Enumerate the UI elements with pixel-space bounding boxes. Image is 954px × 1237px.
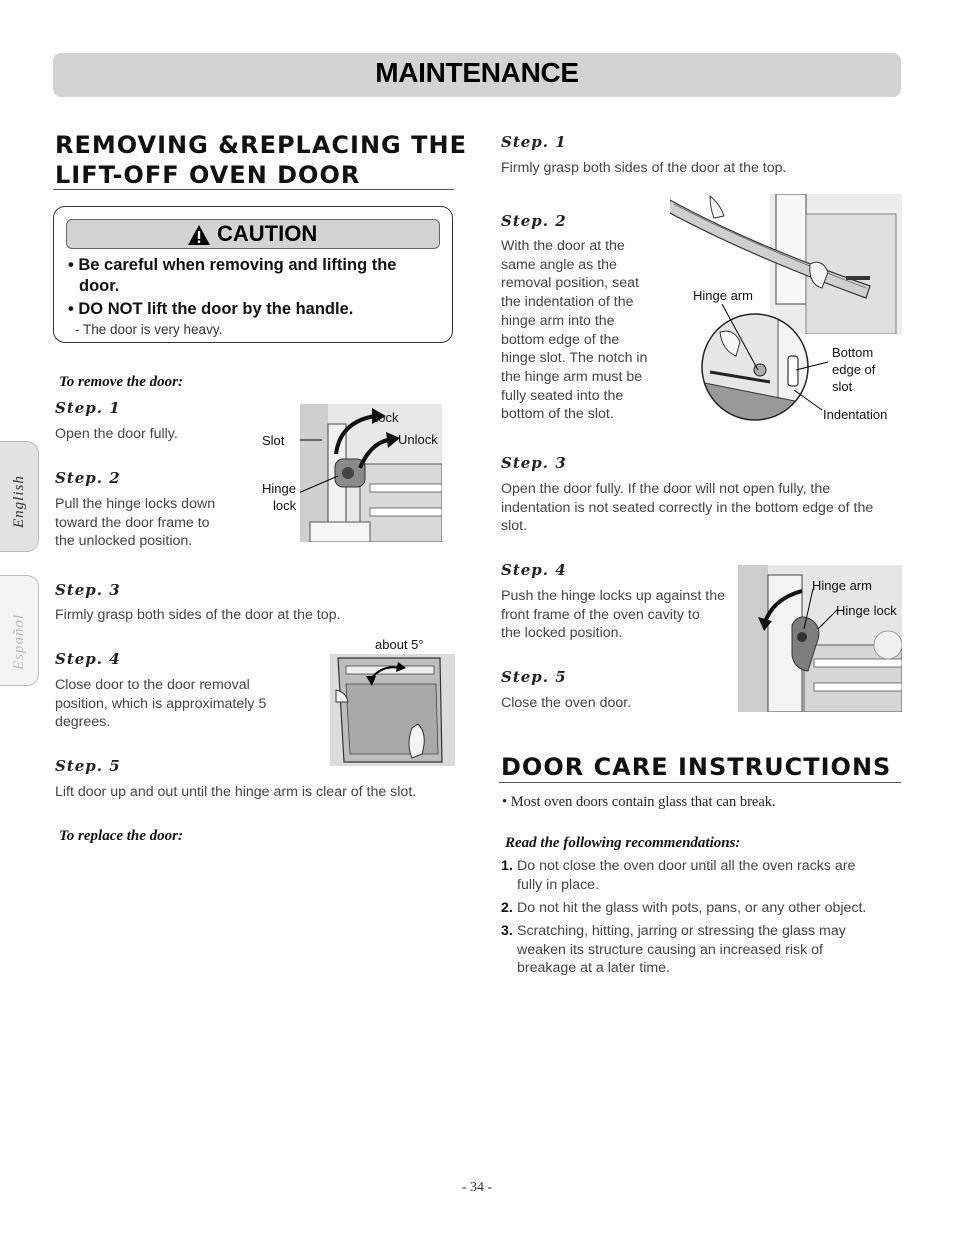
- fig3-bottom-label: Bottom: [832, 345, 874, 360]
- text-line: Lift door up and out until the hinge arm is clear of the slot.: [55, 784, 417, 800]
- text-line: Do not hit the glass with pots, pans, or any other object.: [517, 900, 867, 916]
- text-line: bottom of the slot.: [501, 406, 614, 423]
- care-item-number: 1.: [501, 858, 513, 874]
- fig3-edge-of-label: edge of: [832, 362, 876, 377]
- section-rule: [53, 189, 454, 190]
- fig1-hinge-label: Hinge: [262, 481, 296, 496]
- text-line: Pull the hinge locks down: [55, 496, 216, 512]
- text-line: hinge slot. The notch in: [501, 350, 648, 367]
- left-step-5-label: Step. 5: [55, 757, 121, 775]
- text-line: Firmly grasp both sides of the door at the top.: [501, 160, 787, 176]
- right-step-5-label: Step. 5: [501, 668, 567, 686]
- caution-bullet-1-line2: door.: [79, 277, 120, 295]
- text-line: Close the oven door.: [501, 695, 632, 711]
- text-line: fully in place.: [517, 876, 600, 893]
- text-line: Firmly grasp both sides of the door at the top.: [55, 607, 341, 623]
- section-title-line1: REMOVING &REPLACING THE: [55, 131, 467, 159]
- left-step-5-text: [55, 783, 416, 802]
- header-banner: [53, 53, 901, 97]
- caution-label: CAUTION: [217, 221, 318, 246]
- tab-espanol-label: Español: [11, 613, 27, 670]
- text-line: the locked position.: [501, 625, 623, 642]
- text-line: position, which is approximately 5: [55, 695, 267, 712]
- fig3-slot-label: slot: [832, 379, 853, 394]
- caution-bullet-2: • DO NOT lift the door by the handle.: [68, 300, 354, 318]
- text-line: removal position, seat: [501, 275, 640, 292]
- fig3-indentation-label: Indentation: [823, 407, 888, 422]
- text-line: slot.: [501, 518, 528, 535]
- door-care-rule: [499, 782, 901, 783]
- text-line: Push the hinge locks up against the: [501, 588, 726, 604]
- right-step-1-label: Step. 1: [501, 133, 567, 151]
- left-step-3-label: Step. 3: [55, 581, 121, 599]
- text-line: Scratching, hitting, jarring or stressing the glass may: [517, 923, 846, 939]
- fig1-slot-label: Slot: [262, 433, 285, 448]
- text-line: front frame of the oven cavity to: [501, 606, 700, 623]
- fig2-angle-label: about 5°: [375, 637, 424, 652]
- door-angle-illustration: [330, 654, 455, 766]
- fig1-lock-label: Lock: [371, 410, 399, 425]
- warning-triangle-icon: [187, 224, 211, 246]
- text-line: hinge arm into the: [501, 312, 615, 329]
- fig3-hinge-arm-label: Hinge arm: [693, 288, 753, 303]
- text-line: breakage at a later time.: [517, 960, 670, 977]
- text-line: same angle as the: [501, 256, 617, 273]
- page-title: MAINTENANCE: [375, 57, 579, 88]
- right-step-4-text: [501, 587, 725, 643]
- left-step-2-text: [55, 495, 215, 551]
- right-step-2-text: [501, 237, 647, 424]
- caution-bullet-1-line1: • Be careful when removing and lifting the: [68, 256, 397, 274]
- care-item-1: [501, 857, 856, 893]
- left-step-2-label: Step. 2: [55, 469, 121, 487]
- tab-english[interactable]: [0, 441, 39, 552]
- text-line: indentation is not seated correctly in the bottom edge of the: [501, 499, 874, 516]
- fig4-hinge-arm-label: Hinge arm: [812, 578, 872, 593]
- remove-door-heading: To remove the door:: [59, 374, 184, 390]
- read-recommendations-heading: Read the following recommendations:: [505, 835, 741, 851]
- right-step-4-label: Step. 4: [501, 561, 567, 579]
- page-number: - 34 -: [461, 1180, 493, 1195]
- text-line: the indentation of the: [501, 294, 634, 311]
- right-step-3-text: [501, 480, 873, 536]
- text-line: Close door to the door removal: [55, 677, 250, 693]
- text-line: the hinge arm must be: [501, 368, 643, 385]
- text-line: bottom edge of the: [501, 331, 620, 348]
- text-line: Open the door fully.: [55, 426, 178, 442]
- text-line: degrees.: [55, 714, 111, 731]
- text-line: toward the door frame to: [55, 514, 210, 531]
- left-step-1-label: Step. 1: [55, 399, 121, 417]
- right-step-3-label: Step. 3: [501, 454, 567, 472]
- fig4-hinge-lock-label: Hinge lock: [836, 603, 897, 618]
- care-item-number: 3.: [501, 923, 513, 939]
- care-item-3: [501, 922, 846, 977]
- care-item-2-text: [517, 899, 866, 918]
- replace-door-heading: To replace the door:: [59, 828, 184, 844]
- text-line: With the door at the: [501, 238, 625, 254]
- tab-espanol[interactable]: [0, 575, 39, 686]
- care-item-1-text: [517, 857, 855, 894]
- right-step-2-label: Step. 2: [501, 212, 567, 230]
- left-step-4-text: [55, 676, 266, 732]
- tab-english-label: English: [11, 475, 27, 528]
- right-step-1-text: [501, 159, 786, 178]
- fig1-lock2-label: lock: [273, 498, 297, 513]
- caution-note: - The door is very heavy.: [75, 322, 223, 337]
- care-item-2: [501, 899, 867, 918]
- care-item-3-text: [517, 922, 846, 978]
- text-line: weaken its structure causing an increased risk of: [517, 941, 823, 958]
- fig1-unlock-label: Unlock: [398, 432, 438, 447]
- left-step-4-label: Step. 4: [55, 650, 121, 668]
- text-line: the unlocked position.: [55, 533, 193, 550]
- door-care-title: DOOR CARE INSTRUCTIONS: [501, 753, 892, 781]
- section-title-line2: LIFT-OFF OVEN DOOR: [55, 161, 361, 189]
- text-line: fully seated into the: [501, 387, 624, 404]
- right-step-5-text: [501, 694, 631, 713]
- left-step-3-text: [55, 606, 340, 625]
- fig3-leader-lines: [700, 300, 830, 415]
- caution-header: [66, 219, 440, 249]
- care-item-number: 2.: [501, 900, 513, 916]
- door-care-intro: • Most oven doors contain glass that can break.: [502, 794, 776, 810]
- text-line: Open the door fully. If the door will not open fully, the: [501, 481, 831, 497]
- text-line: Do not close the oven door until all the oven racks are: [517, 858, 856, 874]
- caution-box: [53, 206, 453, 343]
- left-step-1-text: [55, 425, 178, 444]
